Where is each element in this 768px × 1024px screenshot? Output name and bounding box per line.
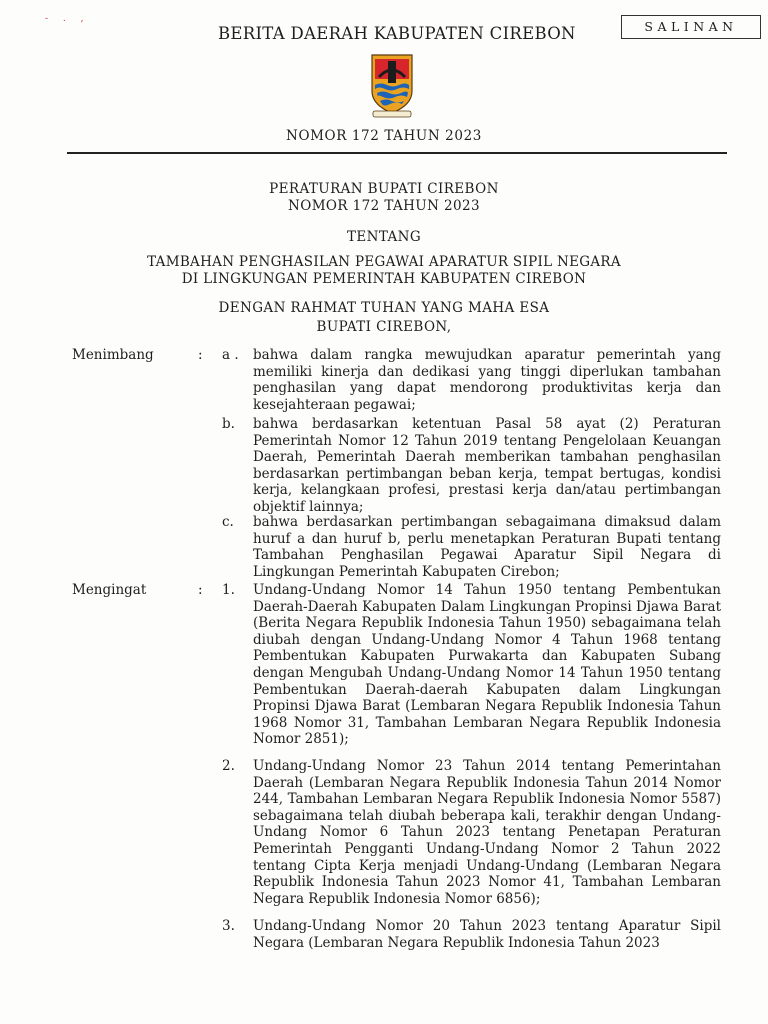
regulation-number: NOMOR 172 TAHUN 2023 (288, 198, 480, 214)
menimbang-item-c: bahwa berdasarkan pertimbangan sebagaimana dimaksud dalam huruf a dan huruf b, perlu menetapkan Peraturan Bupati tentang Tambahan Penghasilan Pegawai Aparatur Sipil Negara di Lingkungan Pemerintah Kabupaten Cirebon; (253, 514, 721, 580)
kabupaten-cirebon-emblem-icon (369, 51, 415, 119)
salinan-stamp: SALINAN (621, 15, 761, 39)
authority-line: BUPATI CIREBON, (316, 319, 452, 335)
menimbang-label: Menimbang (72, 347, 154, 363)
mengingat-marker-1: 1. (222, 582, 235, 598)
menimbang-item-a: bahwa dalam rangka mewujudkan aparatur pemerintah yang memiliki kinerja dan dedikasi yang tinggi diperlukan tambahan penghasilan yang dapat mendorong produktivitas kerja dan kesejahteraan pegawai; (253, 347, 721, 413)
header-divider (67, 152, 727, 154)
mengingat-item-3: Undang-Undang Nomor 20 Tahun 2023 tentang Aparatur Sipil Negara (Lembaran Negara Republik Indonesia Tahun 2023 (253, 918, 721, 951)
mengingat-item-2: Undang-Undang Nomor 23 Tahun 2014 tentang Pemerintahan Daerah (Lembaran Negara Republik Indonesia Tahun 2014 Nomor 244, Tambahan Lembaran Negara Republik Indonesia Nomor 5587) sebagaimana telah diubah beberapa kali, terakhir dengan Undang-Undang Nomor 6 Tahun 2023 tentang Penetapan Peraturan Pemerintah Pengganti Undang-Undang Nomor 2 Tahun 2022 tentang Cipta Kerja menjadi Undang-Undang (Lembaran Negara Republik Indonesia Tahun 2023 Nomor 41, Tambahan Lembaran Negara Republik Indonesia Nomor 6856); (253, 758, 721, 907)
regulation-about: TENTANG (346, 229, 422, 245)
regulation-subject-line2: DI LINGKUNGAN PEMERINTAH KABUPATEN CIREBON (181, 271, 587, 287)
menimbang-item-b: bahwa berdasarkan ketentuan Pasal 58 ayat (2) Peraturan Pemerintah Nomor 12 Tahun 2019 tentang Pengelolaan Keuangan Daerah, Pemerintah Daerah memberikan tambahan penghasilan berdasarkan pertimbangan beban kerja, tempat bertugas, kondisi kerja, kelangkaan profesi, prestasi kerja dan/atau pertimbangan objektif lainnya; (253, 416, 721, 515)
blessing-line: DENGAN RAHMAT TUHAN YANG MAHA ESA (218, 300, 550, 316)
mengingat-colon: : (198, 582, 203, 598)
regulation-subject-line1: TAMBAHAN PENGHASILAN PEGAWAI APARATUR SIPIL NEGARA (147, 254, 621, 270)
menimbang-marker-c: c. (222, 514, 234, 530)
mengingat-marker-2: 2. (222, 758, 235, 774)
regulation-title: PERATURAN BUPATI CIREBON (269, 181, 499, 197)
gazette-title: BERITA DAERAH KABUPATEN CIREBON (218, 24, 576, 43)
menimbang-colon: : (198, 347, 203, 363)
menimbang-marker-a: a . (222, 347, 239, 363)
menimbang-marker-b: b. (222, 416, 235, 432)
mengingat-item-1: Undang-Undang Nomor 14 Tahun 1950 tentang Pembentukan Daerah-Daerah Kabupaten Dalam Lingkungan Propinsi Djawa Barat (Berita Negara Republik Indonesia Tahun 1950) sebagaimana telah diubah dengan Undang-Undang Nomor 4 Tahun 1968 tentang Pembentukan Kabupaten Purwakarta dan Kabupaten Subang dengan Mengubah Undang-Undang Nomor 14 Tahun 1950 tentang Pembentukan Daerah-daerah Kabupaten dalam Lingkungan Propinsi Djawa Barat (Lembaran Negara Republik Indonesia Tahun 1968 Nomor 31, Tambahan Lembaran Negara Republik Indonesia Nomor 2851); (253, 582, 721, 748)
mengingat-label: Mengingat (72, 582, 147, 598)
mengingat-marker-3: 3. (222, 918, 235, 934)
gazette-number: NOMOR 172 TAHUN 2023 (286, 128, 482, 144)
margin-scribble: - . , (45, 14, 90, 24)
